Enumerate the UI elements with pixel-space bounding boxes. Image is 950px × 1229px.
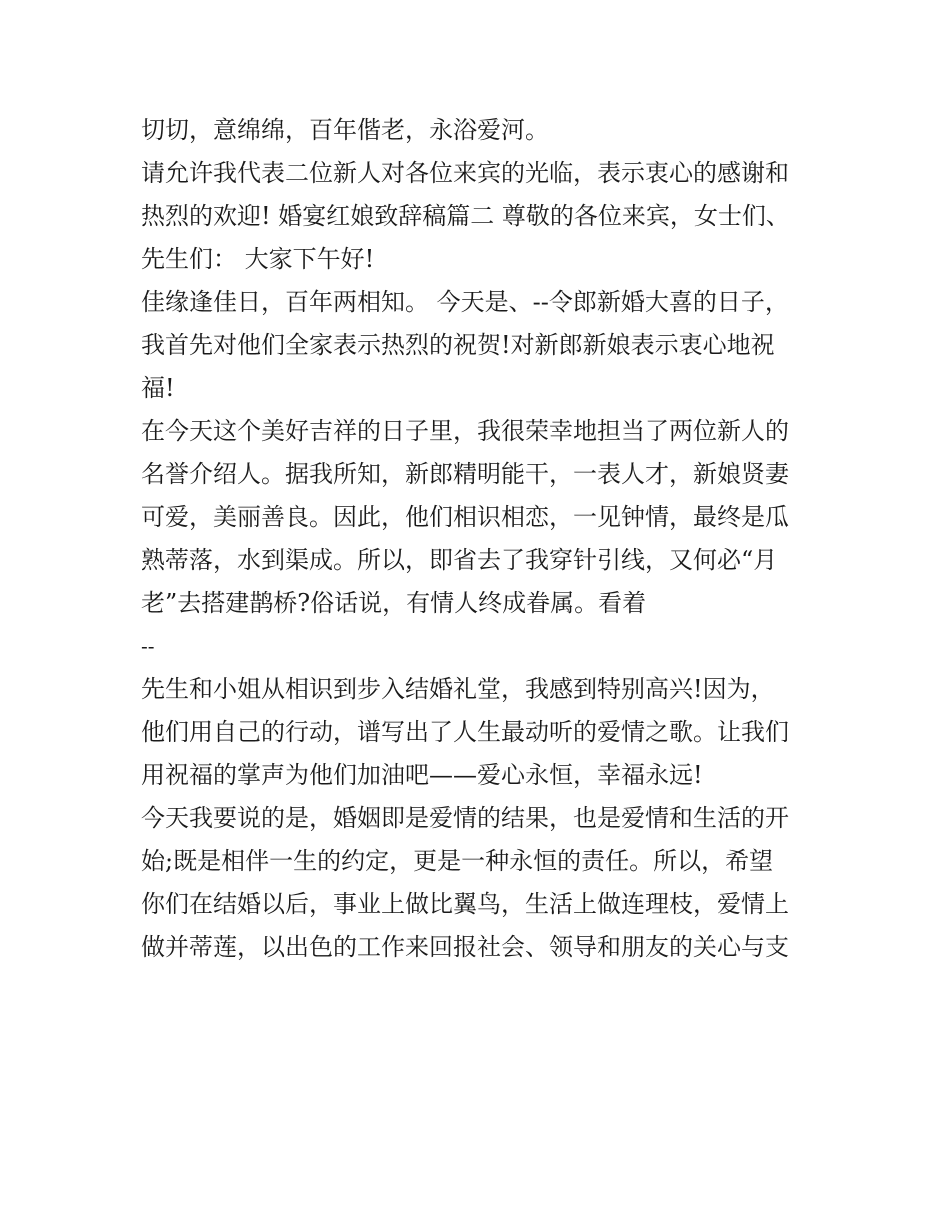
text-line: 始;既是相伴一生的约定，更是一种永恒的责任。所以，希望	[141, 847, 774, 875]
text-line: 佳缘逢佳日，百年两相知。 今天是、--令郎新婚大喜的日子，	[141, 288, 789, 316]
text-line: 老”去搭建鹊桥?俗话说，有情人终成眷属。看着	[141, 589, 647, 617]
text-line: 他们用自己的行动，谱写出了人生最动听的爱情之歌。让我们	[141, 718, 789, 746]
text-line: 熟蒂落，水到渠成。所以，即省去了我穿针引线，又何必“月	[141, 546, 778, 574]
text-line: 切切，意绵绵，百年偕老，永浴爱河。	[141, 116, 549, 144]
text-line: 你们在结婚以后，事业上做比翼鸟，生活上做连理枝，爱情上	[141, 890, 789, 918]
text-line: 热烈的欢迎! 婚宴红娘致辞稿篇二 尊敬的各位来宾，女士们、	[141, 202, 790, 230]
text-line: 先生和小姐从相识到步入结婚礼堂，我感到特别高兴!因为，	[141, 675, 775, 703]
text-line: 用祝福的掌声为他们加油吧——爱心永恒，幸福永远!	[141, 761, 703, 789]
text-line: 请允许我代表二位新人对各位来宾的光临，表示衷心的感谢和	[141, 159, 789, 187]
text-line: 名誉介绍人。据我所知，新郎精明能干，一表人才，新娘贤妻	[141, 460, 789, 488]
text-line: 在今天这个美好吉祥的日子里，我很荣幸地担当了两位新人的	[141, 417, 789, 445]
text-line: 可爱，美丽善良。因此，他们相识相恋，一见钟情，最终是瓜	[141, 503, 789, 531]
text-line: 先生们： 大家下午好!	[141, 245, 375, 273]
document-body	[141, 109, 841, 969]
text-line: 今天我要说的是，婚姻即是爱情的结果，也是爱情和生活的开	[141, 804, 789, 832]
text-line: 福!	[141, 374, 175, 402]
text-line: 做并蒂莲，以出色的工作来回报社会、领导和朋友的关心与支	[141, 933, 789, 961]
separator-line: --	[141, 634, 155, 658]
text-line: 我首先对他们全家表示热烈的祝贺!对新郎新娘表示衷心地祝	[141, 331, 775, 359]
